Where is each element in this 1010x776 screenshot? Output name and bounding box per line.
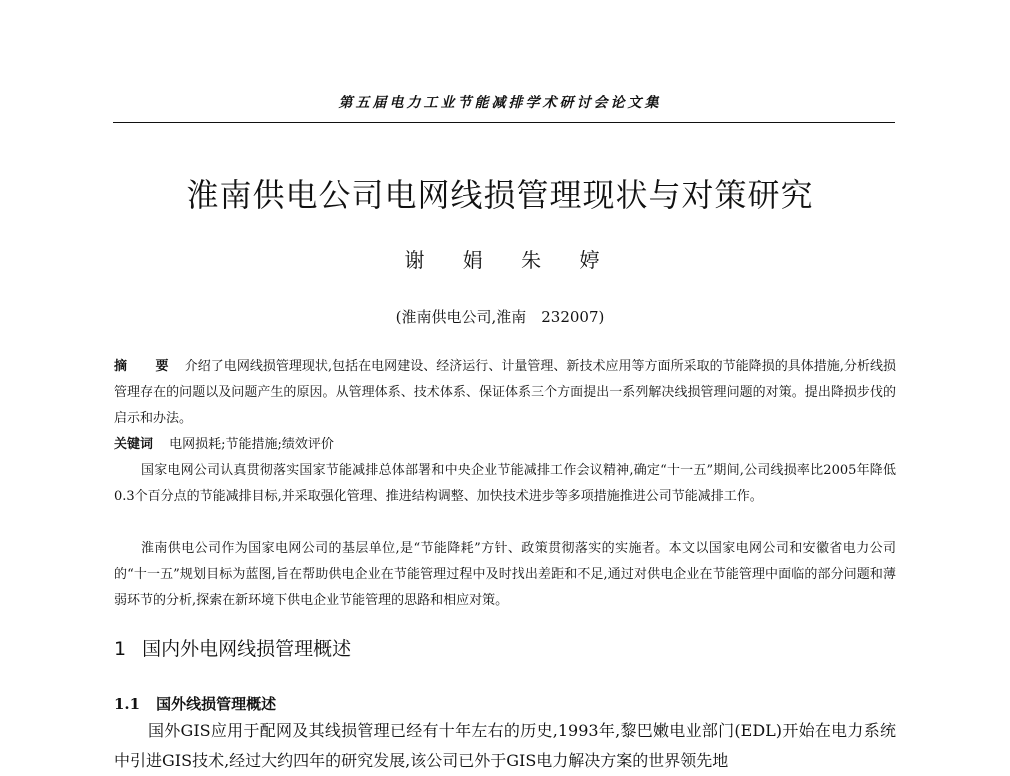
keywords-text: 电网损耗;节能措施;绩效评价 <box>169 437 334 452</box>
abstract <box>114 354 896 432</box>
keywords-label: 关键词 <box>114 437 154 452</box>
section-number: 1 <box>114 638 127 660</box>
subsection-number: 1.1 <box>114 695 141 713</box>
keywords <box>114 432 896 458</box>
header-rule <box>113 122 895 123</box>
intro-paragraph-1: 国家电网公司认真贯彻落实国家节能减排总体部署和中央企业节能减排工作会议精神,确定“十一五”期间,公司线损率比2005年降低0.3个百分点的节能减排目标,并采取强化管理、推进结构调整、加快技术进步等多项措施推进公司节能减排工作。 <box>114 463 896 504</box>
subsection-title: 国外线损管理概述 <box>156 695 277 713</box>
running-header: 第五届电力工业节能减排学术研讨会论文集 <box>338 95 662 111</box>
paper-title: 淮南供电公司电网线损管理现状与对策研究 <box>186 176 814 214</box>
abstract-label: 摘 要 <box>114 359 181 374</box>
abstract-text: 介绍了电网线损管理现状,包括在电网建设、经济运行、计量管理、新技术应用等方面所采取的节能降损的具体措施,分析线损管理存在的问题以及问题产生的原因。从管理体系、技术体系、保证体系三个方面提出一系列解决线损管理问题的对策。提出降损步伐的启示和办法。 <box>114 359 897 426</box>
affiliation: (淮南供电公司,淮南 232007) <box>395 308 605 326</box>
intro-paragraph-2: 淮南供电公司作为国家电网公司的基层单位,是“节能降耗”方针、政策贯彻落实的实施者。本文以国家电网公司和安徽省电力公司的“十一五”规划目标为蓝图,旨在帮助供电企业在节能管理过程中及时找出差距和不足,通过对供电企业在节能管理中面临的部分问题和薄弱环节的分析,探索在新环境下供电企业节能管理的思路和相应对策。 <box>114 541 896 608</box>
section-title: 国内外电网线损管理概述 <box>142 638 352 660</box>
authors: 谢 娟 朱 婷 <box>404 248 616 272</box>
body-paragraph: 国外GIS应用于配网及其线损管理已经有十年左右的历史,1993年,黎巴嫩电业部门(EDL)开始在电力系统中引进GIS技术,经过大约四年的研究发展,该公司已外于GIS电力解决方案的世界领先地 <box>114 721 896 770</box>
subsection-heading <box>114 693 276 714</box>
section-heading <box>114 634 351 661</box>
